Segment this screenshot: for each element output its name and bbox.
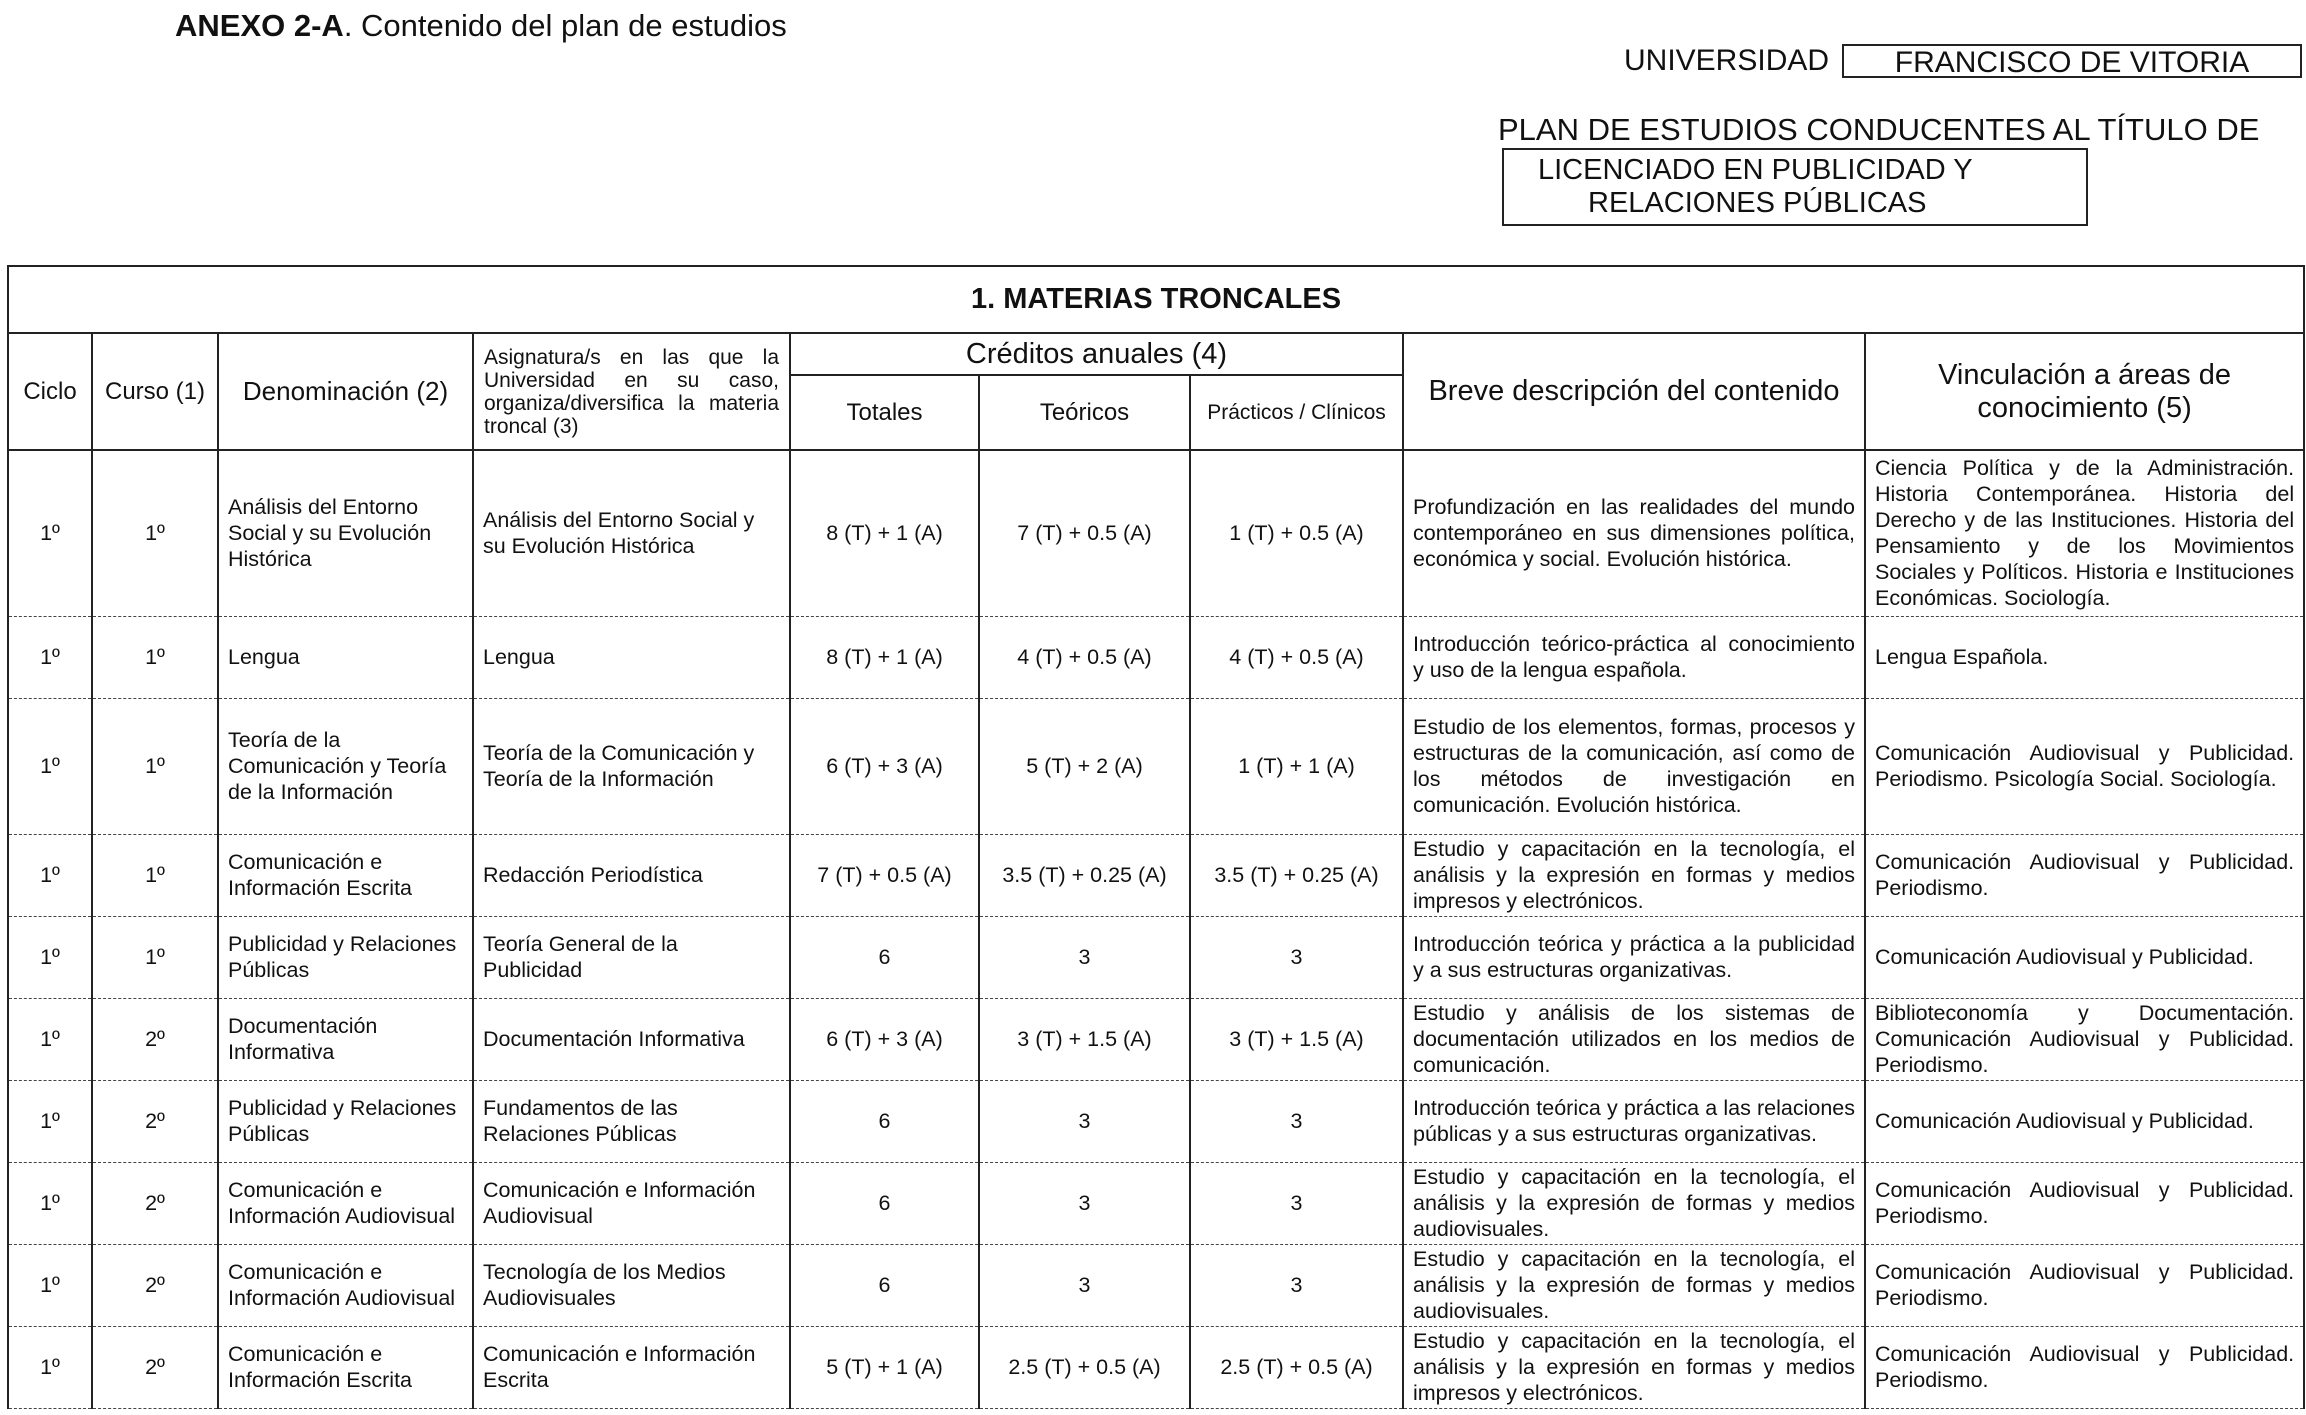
cell-denominacion: Documentación Informativa <box>218 998 473 1080</box>
cell-asignatura: Teoría General de la Publicidad <box>473 916 790 998</box>
cell-practicos: 1 (T) + 1 (A) <box>1190 698 1403 834</box>
cell-teoricos: 7 (T) + 0.5 (A) <box>979 450 1190 616</box>
col-header-practicos: Prácticos / Clínicos <box>1190 375 1403 450</box>
cell-totales: 8 (T) + 1 (A) <box>790 450 979 616</box>
cell-denominacion: Lengua <box>218 616 473 698</box>
cell-ciclo: 1º <box>8 698 92 834</box>
cell-teoricos: 5 (T) + 2 (A) <box>979 698 1190 834</box>
cell-denominacion: Publicidad y Relaciones Públicas <box>218 916 473 998</box>
cell-asignatura: Comunicación e Información Escrita <box>473 1326 790 1408</box>
cell-denominacion: Comunicación e Información Escrita <box>218 1326 473 1408</box>
cell-totales: 8 (T) + 1 (A) <box>790 616 979 698</box>
cell-vinculacion: Comunicación Audiovisual y Publicidad. Periodismo. <box>1865 1162 2304 1244</box>
cell-vinculacion: Biblioteconomía y Documentación. Comunicación Audiovisual y Publicidad. Periodismo. <box>1865 998 2304 1080</box>
cell-teoricos: 3 <box>979 916 1190 998</box>
cell-practicos: 3 (T) + 1.5 (A) <box>1190 998 1403 1080</box>
table-row <box>8 698 2304 834</box>
cell-practicos: 4 (T) + 0.5 (A) <box>1190 616 1403 698</box>
section-title: 1. MATERIAS TRONCALES <box>8 266 2304 333</box>
table-row <box>8 1244 2304 1326</box>
cell-totales: 7 (T) + 0.5 (A) <box>790 834 979 916</box>
cell-ciclo: 1º <box>8 450 92 616</box>
cell-ciclo: 1º <box>8 834 92 916</box>
cell-ciclo: 1º <box>8 916 92 998</box>
cell-curso: 2º <box>92 1162 218 1244</box>
cell-practicos: 3 <box>1190 1162 1403 1244</box>
annex-title-bold: ANEXO 2-A <box>175 8 344 43</box>
col-header-denominacion: Denominación (2) <box>218 333 473 450</box>
cell-descripcion: Estudio y capacitación en la tecnología, el análisis y la expresión de formas y medios audiovisuales. <box>1403 1162 1865 1244</box>
cell-teoricos: 3.5 (T) + 0.25 (A) <box>979 834 1190 916</box>
col-header-curso: Curso (1) <box>92 333 218 450</box>
cell-teoricos: 3 <box>979 1244 1190 1326</box>
table-row <box>8 1326 2304 1408</box>
cell-totales: 6 <box>790 1244 979 1326</box>
cell-descripcion: Introducción teórica y práctica a las relaciones públicas y a sus estructuras organizativas. <box>1403 1080 1865 1162</box>
cell-curso: 2º <box>92 1326 218 1408</box>
cell-vinculacion: Comunicación Audiovisual y Publicidad. <box>1865 916 2304 998</box>
cell-descripcion: Introducción teórico-práctica al conocimiento y uso de la lengua española. <box>1403 616 1865 698</box>
col-header-descripcion: Breve descripción del contenido <box>1403 333 1865 450</box>
cell-denominacion: Análisis del Entorno Social y su Evolución Histórica <box>218 450 473 616</box>
cell-descripcion: Introducción teórica y práctica a la publicidad y a sus estructuras organizativas. <box>1403 916 1865 998</box>
cell-denominacion: Publicidad y Relaciones Públicas <box>218 1080 473 1162</box>
cell-totales: 6 <box>790 1080 979 1162</box>
cell-vinculacion: Comunicación Audiovisual y Publicidad. Periodismo. <box>1865 1326 2304 1408</box>
cell-asignatura: Comunicación e Información Audiovisual <box>473 1162 790 1244</box>
cell-ciclo: 1º <box>8 1162 92 1244</box>
degree-title-box <box>1502 148 2088 226</box>
cell-denominacion: Comunicación e Información Audiovisual <box>218 1244 473 1326</box>
cell-curso: 2º <box>92 1244 218 1326</box>
cell-curso: 2º <box>92 1080 218 1162</box>
cell-curso: 1º <box>92 698 218 834</box>
cell-totales: 6 <box>790 1162 979 1244</box>
cell-curso: 1º <box>92 450 218 616</box>
cell-vinculacion: Lengua Española. <box>1865 616 2304 698</box>
university-label: UNIVERSIDAD <box>1624 44 1830 77</box>
materias-troncales-table <box>7 265 2305 1409</box>
col-header-ciclo: Ciclo <box>8 333 92 450</box>
cell-asignatura: Fundamentos de las Relaciones Públicas <box>473 1080 790 1162</box>
cell-descripcion: Profundización en las realidades del mundo contemporáneo en sus dimensiones política, económica y social. Evolución histórica. <box>1403 450 1865 616</box>
cell-totales: 5 (T) + 1 (A) <box>790 1326 979 1408</box>
table-row <box>8 834 2304 916</box>
cell-practicos: 1 (T) + 0.5 (A) <box>1190 450 1403 616</box>
degree-line-1: LICENCIADO EN PUBLICIDAD Y <box>1538 154 1973 186</box>
cell-descripcion: Estudio de los elementos, formas, procesos y estructuras de la comunicación, así como de los métodos de investigación en comunicación. Evolución histórica. <box>1403 698 1865 834</box>
cell-teoricos: 3 <box>979 1162 1190 1244</box>
cell-denominacion: Comunicación e Información Escrita <box>218 834 473 916</box>
cell-practicos: 3.5 (T) + 0.25 (A) <box>1190 834 1403 916</box>
cell-descripcion: Estudio y capacitación en la tecnología, el análisis y la expresión en formas y medios impresos y electrónicos. <box>1403 834 1865 916</box>
table-row <box>8 916 2304 998</box>
cell-practicos: 2.5 (T) + 0.5 (A) <box>1190 1326 1403 1408</box>
annex-title-rest: . Contenido del plan de estudios <box>343 8 787 43</box>
annex-title <box>175 8 787 44</box>
plan-label: PLAN DE ESTUDIOS CONDUCENTES AL TÍTULO DE <box>1498 112 2260 147</box>
cell-teoricos: 3 <box>979 1080 1190 1162</box>
cell-descripcion: Estudio y análisis de los sistemas de documentación utilizados en los medios de comunicación. <box>1403 998 1865 1080</box>
cell-ciclo: 1º <box>8 998 92 1080</box>
cell-totales: 6 (T) + 3 (A) <box>790 698 979 834</box>
cell-practicos: 3 <box>1190 1080 1403 1162</box>
cell-asignatura: Documentación Informativa <box>473 998 790 1080</box>
table-row <box>8 450 2304 616</box>
cell-vinculacion: Comunicación Audiovisual y Publicidad. Periodismo. Psicología Social. Sociología. <box>1865 698 2304 834</box>
cell-vinculacion: Comunicación Audiovisual y Publicidad. <box>1865 1080 2304 1162</box>
cell-asignatura: Redacción Periodística <box>473 834 790 916</box>
table-row <box>8 1080 2304 1162</box>
university-name: FRANCISCO DE VITORIA <box>1842 44 2302 78</box>
cell-ciclo: 1º <box>8 616 92 698</box>
cell-totales: 6 <box>790 916 979 998</box>
cell-denominacion: Teoría de la Comunicación y Teoría de la Información <box>218 698 473 834</box>
cell-practicos: 3 <box>1190 1244 1403 1326</box>
col-header-teoricos: Teóricos <box>979 375 1190 450</box>
cell-totales: 6 (T) + 3 (A) <box>790 998 979 1080</box>
cell-asignatura: Lengua <box>473 616 790 698</box>
col-header-asignatura: Asignatura/s en las que la Universidad en su caso, organiza/diversifica la materia troncal (3) <box>473 333 790 450</box>
cell-descripcion: Estudio y capacitación en la tecnología, el análisis y la expresión de formas y medios audiovisuales. <box>1403 1244 1865 1326</box>
table-row <box>8 998 2304 1080</box>
cell-teoricos: 4 (T) + 0.5 (A) <box>979 616 1190 698</box>
col-header-vinculacion: Vinculación a áreas de conocimiento (5) <box>1865 333 2304 450</box>
cell-vinculacion: Comunicación Audiovisual y Publicidad. Periodismo. <box>1865 834 2304 916</box>
cell-curso: 2º <box>92 998 218 1080</box>
cell-curso: 1º <box>92 834 218 916</box>
cell-teoricos: 3 (T) + 1.5 (A) <box>979 998 1190 1080</box>
cell-teoricos: 2.5 (T) + 0.5 (A) <box>979 1326 1190 1408</box>
table-row <box>8 616 2304 698</box>
cell-vinculacion: Ciencia Política y de la Administración. Historia Contemporánea. Historia del Derecho y de las Instituciones. Historia del Pensamiento y de los Movimientos Sociales y Políticos. Historia e Instituciones Económicas. Sociología. <box>1865 450 2304 616</box>
cell-asignatura: Tecnología de los Medios Audiovisuales <box>473 1244 790 1326</box>
cell-descripcion: Estudio y capacitación en la tecnología, el análisis y la expresión en formas y medios impresos y electrónicos. <box>1403 1326 1865 1408</box>
cell-asignatura: Teoría de la Comunicación y Teoría de la Información <box>473 698 790 834</box>
col-header-creditos: Créditos anuales (4) <box>790 333 1403 375</box>
cell-denominacion: Comunicación e Información Audiovisual <box>218 1162 473 1244</box>
cell-asignatura: Análisis del Entorno Social y su Evolución Histórica <box>473 450 790 616</box>
cell-ciclo: 1º <box>8 1326 92 1408</box>
degree-line-2: RELACIONES PÚBLICAS <box>1588 187 1927 219</box>
cell-curso: 1º <box>92 916 218 998</box>
cell-practicos: 3 <box>1190 916 1403 998</box>
cell-curso: 1º <box>92 616 218 698</box>
table-row <box>8 1162 2304 1244</box>
cell-vinculacion: Comunicación Audiovisual y Publicidad. Periodismo. <box>1865 1244 2304 1326</box>
cell-ciclo: 1º <box>8 1244 92 1326</box>
cell-ciclo: 1º <box>8 1080 92 1162</box>
col-header-totales: Totales <box>790 375 979 450</box>
